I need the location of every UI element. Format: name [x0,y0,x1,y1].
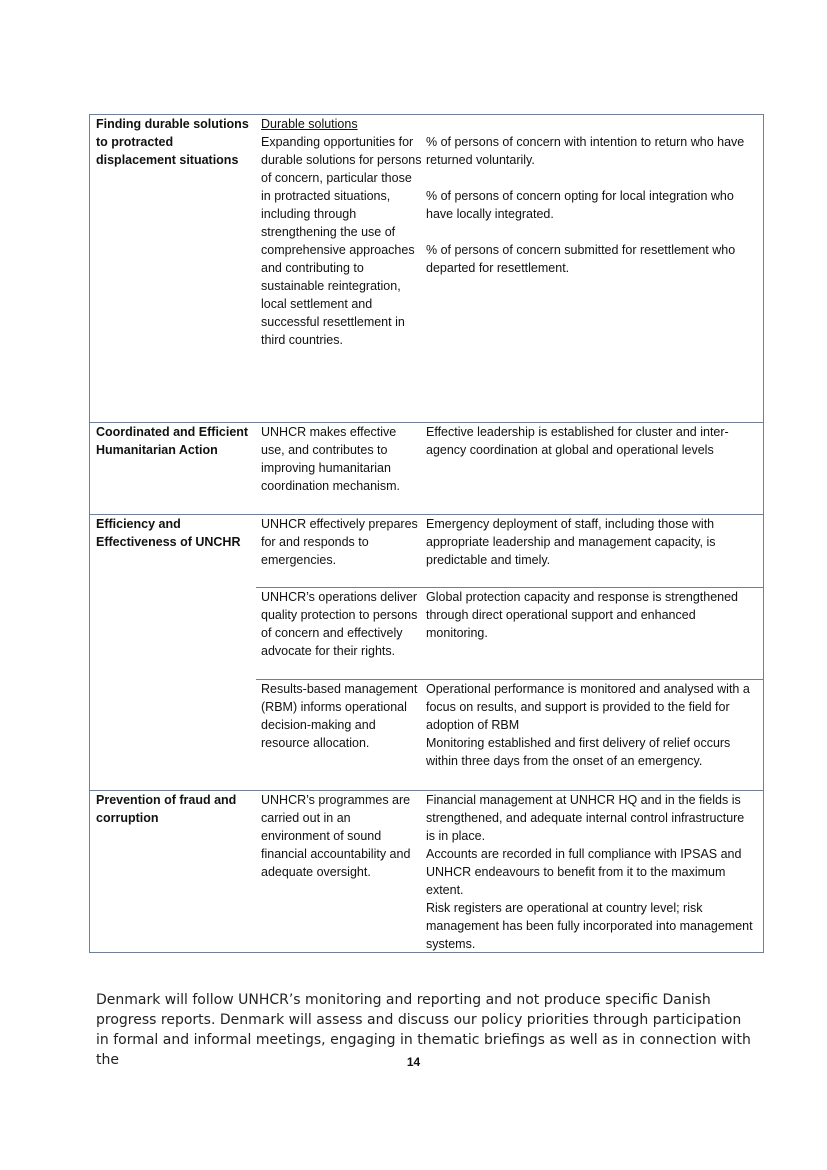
group-rows [256,423,763,514]
group-rows [256,791,763,952]
goal-cell: Coordinated and Efficient Humanitarian Action [96,425,249,457]
indicator-text: Effective leadership is established for cluster and inter-agency coordination at global and operational levels [426,425,729,457]
indicator-cell [422,588,763,679]
indicator-text: Operational performance is monitored and analysed with a focus on results, and support is provided to the field for adoption of RBM [426,682,750,732]
indicator-text: Global protection capacity and response is strengthened through direct operational support and enhanced monitoring. [426,590,738,640]
table-row [256,423,763,495]
goal-cell: Prevention of fraud and corruption [96,793,237,825]
goal-cell: Efficiency and Effectiveness of UNCHR [96,517,241,549]
indicator-cell [422,515,763,587]
table-row [256,587,763,679]
table-row [256,679,763,770]
indicator-cell [422,680,763,770]
objective-cell: UNHCR’s programmes are carried out in an environment of sound financial accountability and adequate oversight. [261,793,411,879]
group-rows [256,515,763,790]
table-group [90,514,763,790]
indicator-text: Emergency deployment of staff, including those with appropriate leadership and management capacity, is predictable and timely. [426,517,716,567]
objective-cell: Results-based management (RBM) informs operational decision-making and resource allocation. [261,682,418,750]
indicator-text: % of persons of concern with intention to return who have returned voluntarily. [426,135,745,167]
table-row [256,515,763,587]
objective-text: Expanding opportunities for durable solutions for persons of concern, particular those in protracted situations, including through strengthening the use of comprehensive approaches and contributing to sustainable reintegration, local settlement and successful resettlement in third countries. [261,135,422,347]
objective-cell: UNHCR effectively prepares for and responds to emergencies. [261,517,418,567]
indicator-cell [422,423,763,495]
table-row [256,115,763,349]
objective-cell [256,115,422,349]
page-number: 14 [406,1055,421,1069]
table-group [90,422,763,514]
indicator-text: Financial management at UNHCR HQ and in the fields is strengthened, and adequate internal control infrastructure is in place. [426,793,745,843]
indicator-cell [422,115,763,349]
indicator-text: Risk registers are operational at country level; risk management has been fully incorporated into management systems. [426,901,753,951]
indicator-cell [422,791,763,953]
indicator-text: Accounts are recorded in full compliance with IPSAS and UNHCR endeavours to benefit from it to the maximum extent. [426,847,742,897]
indicator-text: Monitoring established and first delivery of relief occurs within three days from the onset of an emergency. [426,736,731,768]
indicator-text: % of persons of concern submitted for resettlement who departed for resettlement. [426,243,736,275]
objective-cell: UNHCR’s operations deliver quality protection to persons of concern and effectively advocate for their rights. [261,590,418,658]
objective-heading: Durable solutions [261,117,358,131]
table-group [90,790,763,952]
body-paragraph: Denmark will follow UNHCR’s monitoring and reporting and not produce specific Danish progress reports. Denmark will assess and discuss our policy priorities through participation in formal and informal meetings, engaging in thematic briefings as well as in connection with the [96,992,751,1068]
table-row [256,791,763,953]
group-rows [256,115,763,422]
objective-cell: UNHCR makes effective use, and contributes to improving humanitarian coordination mechanism. [261,425,400,493]
results-framework-table [89,114,764,953]
goal-cell: Finding durable solutions to protracted displacement situations [96,117,249,167]
table-group [90,115,763,422]
indicator-text: % of persons of concern opting for local integration who have locally integrated. [426,189,734,221]
